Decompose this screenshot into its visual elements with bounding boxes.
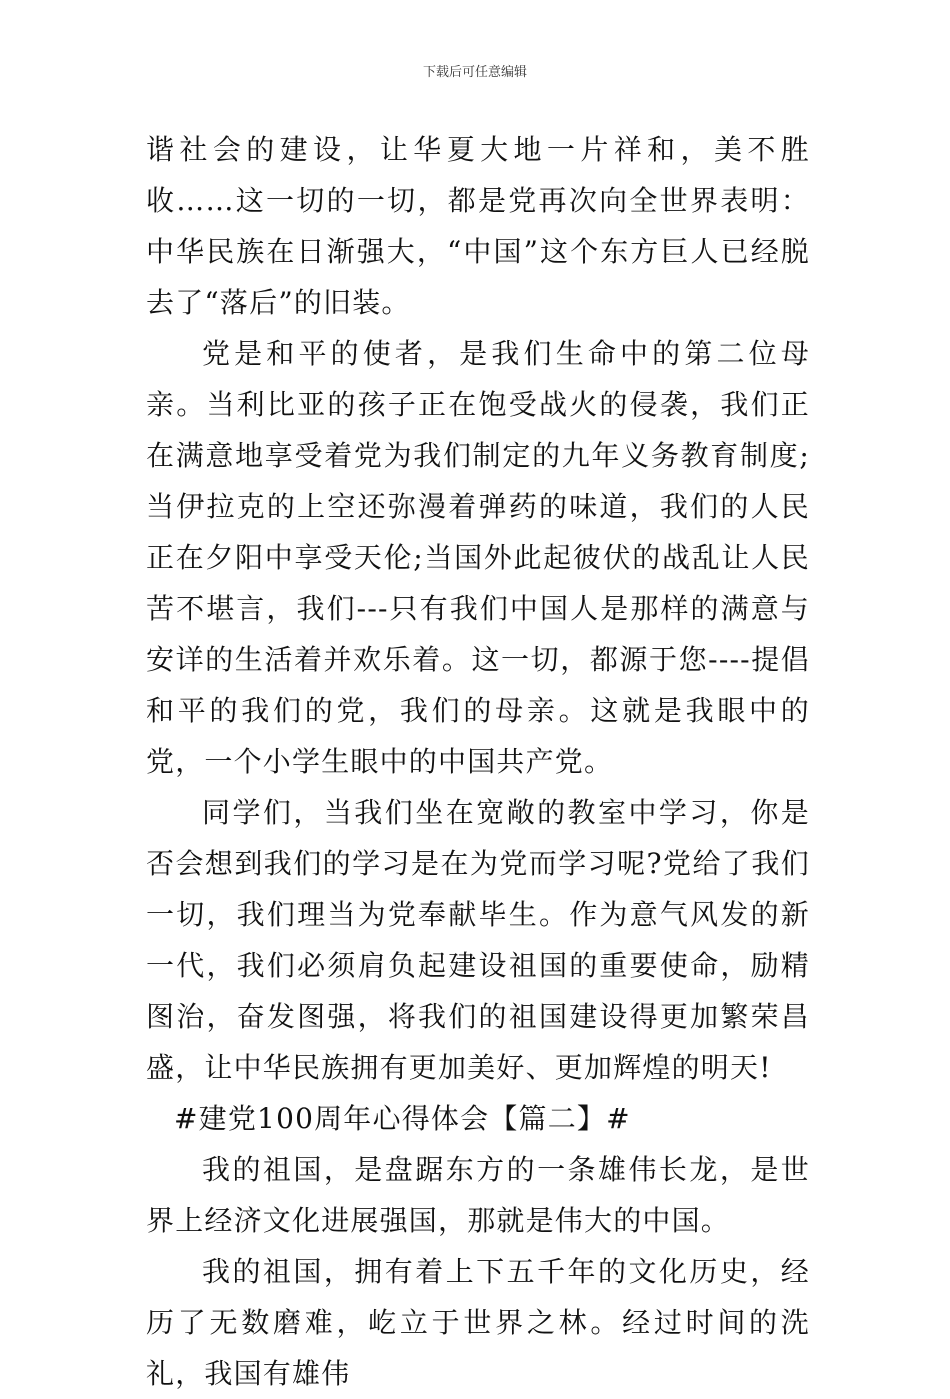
paragraph: 同学们，当我们坐在宽敞的教室中学习，你是否会想到我们的学习是在为党而学习呢?党给了我们一切，我们理当为党奉献毕生。作为意气风发的新一代，我们必须肩负起建设祖国的重要使命，励精图治，奋发图强，将我们的祖国建设得更加繁荣昌盛，让中华民族拥有更加美好、更加辉煌的明天! [146,796,810,1084]
paragraph: 我的祖国，拥有着上下五千年的文化历史，经历了无数磨难，屹立于世界之林。经过时间的洗礼，我国有雄伟 [146,1255,810,1390]
page-header: 下载后可任意编辑 [422,65,527,80]
paragraph: 党是和平的使者，是我们生命中的第二位母亲。当利比亚的孩子正在饱受战火的侵袭，我们正在满意地享受着党为我们制定的九年义务教育制度;当伊拉克的上空还弥漫着弹药的味道，我们的人民正在夕阳中享受天伦;当国外此起彼伏的战乱让人民苦不堪言，我们---只有我们中国人是那样的满意与安详的生活着并欢乐着。这一切，都源于您----提倡和平的我们的党，我们的母亲。这就是我眼中的党，一个小学生眼中的中国共产党。 [146,337,810,778]
paragraph: 我的祖国，是盘踞东方的一条雄伟长龙，是世界上经济文化进展强国，那就是伟大的中国。 [146,1153,810,1237]
paragraph-continuation: 谐社会的建设，让华夏大地一片祥和，美不胜收……这一切的一切，都是党再次向全世界表明：中华民族在日渐强大，“中国”这个东方巨人已经脱去了“落后”的旧装。 [146,133,810,319]
document-body [146,124,810,1399]
section-heading: #建党100周年心得体会【篇二】# [174,1102,631,1135]
